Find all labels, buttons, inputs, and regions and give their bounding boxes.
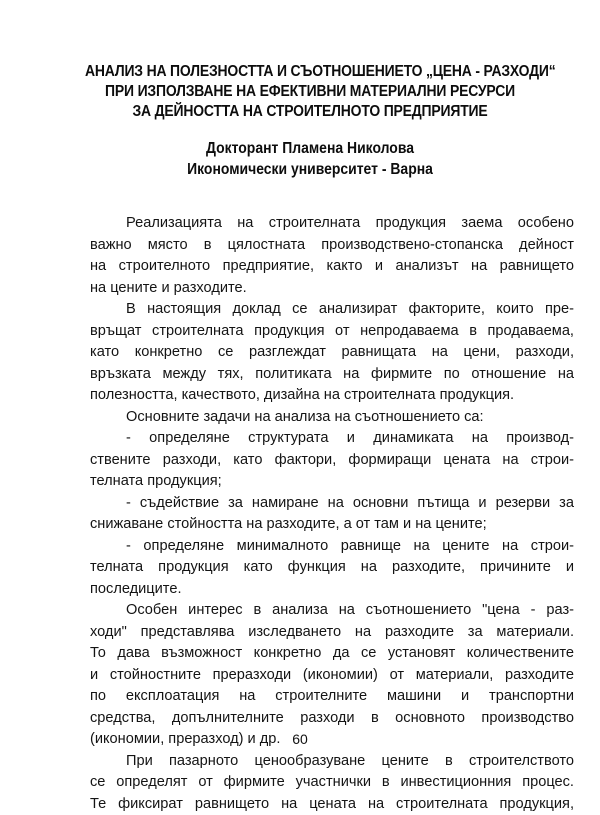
author-affiliation: Икономически университет - Варна [121, 159, 499, 180]
text-line: Особен интерес в анализа на съотношението "цена - раз- [90, 600, 574, 622]
text-line: снижаване стойността на разходите, а от там и на цените; [90, 514, 574, 536]
text-line: на строителното предприятие, както и анализът на равнището [90, 256, 574, 278]
text-line: (икономии, преразход) и др. [90, 729, 574, 751]
text-line: връзката между тях, политиката на фирмите по отношение на [90, 364, 574, 386]
text-line: - определяне структурата и динамиката на производ- [90, 428, 574, 450]
text-line: връщат строителната продукция от непродаваема в продаваема, [90, 321, 574, 343]
text-line: по експлоатация на строителните машини и транспортни [90, 686, 574, 708]
text-line: - определяне минималното равнище на цените на строи- [90, 536, 574, 558]
text-line: ходи" представлява изследването на разходите за материали. [90, 622, 574, 644]
title-line-2: ПРИ ИЗПОЛЗВАНЕ НА ЕФЕКТИВНИ МАТЕРИАЛНИ РЕСУРСИ [85, 82, 535, 102]
text-line: средства, допълнителните разходи в основното производство [90, 708, 574, 730]
text-line: телната продукция; [90, 471, 574, 493]
author-name: Докторант Пламена Николова [121, 138, 499, 159]
text-line: - съдействие за намиране на основни пътища и резерви за [90, 493, 574, 515]
article-title [60, 62, 560, 122]
page-number: 60 [0, 731, 600, 747]
text-line: То дава възможност конкретно да се установят количествените [90, 643, 574, 665]
text-line: като конкретно се разглеждат равнищата на цени, разходи, [90, 342, 574, 364]
text-line: При пазарното ценообразуване цените в строителството [90, 751, 574, 773]
text-line: Основните задачи на анализа на съотношението са: [90, 407, 574, 429]
article-body [90, 213, 574, 815]
text-line: телната продукция като функция на разходите, причините и [90, 557, 574, 579]
text-line: В настоящия доклад се анализират факторите, които пре- [90, 299, 574, 321]
author-info [100, 138, 520, 180]
text-line: Те фиксират равнището на цената на строителната продукция, [90, 794, 574, 815]
title-line-3: ЗА ДЕЙНОСТТА НА СТРОИТЕЛНОТО ПРЕДПРИЯТИЕ [85, 102, 535, 122]
text-line: Реализацията на строителната продукция заема особено [90, 213, 574, 235]
text-line: на цените и разходите. [90, 278, 574, 300]
text-line: и стойностните преразходи (икономии) от материали, разходите [90, 665, 574, 687]
text-line: ствените разходи, като фактори, формиращи цената на строи- [90, 450, 574, 472]
text-line: се определят от фирмите участнички в инвестиционния процес. [90, 772, 574, 794]
text-line: последиците. [90, 579, 574, 601]
title-line-1: АНАЛИЗ НА ПОЛЕЗНОСТТА И СЪОТНОШЕНИЕТО „ЦЕНА - РАЗХОДИ“ [85, 62, 535, 82]
text-line: важно място в цялостната производствено-стопанска дейност [90, 235, 574, 257]
text-line: полезността, качеството, дизайна на строителната продукция. [90, 385, 574, 407]
